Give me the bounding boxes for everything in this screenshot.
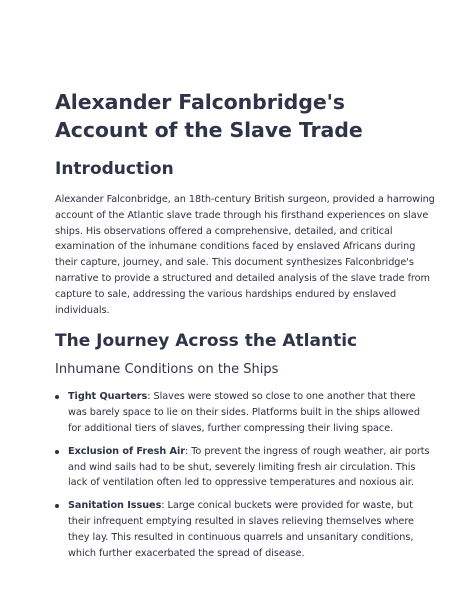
list-item bbox=[55, 389, 435, 436]
introduction-heading: Introduction bbox=[55, 159, 174, 179]
list-item-text: : To prevent the ingress of rough weather, air ports and wind sails had to be shut, severely limiting fresh air circulation. This lack of ventilation often led to oppressive temperatures and noxious air. bbox=[68, 445, 430, 489]
section-subheading: Inhumane Conditions on the Ships bbox=[55, 362, 279, 378]
list-item-term: Sanitation Issues bbox=[68, 500, 162, 512]
bullet-icon bbox=[55, 395, 59, 399]
bullet-icon bbox=[55, 504, 59, 508]
list-item bbox=[55, 444, 435, 491]
list-item-term: Exclusion of Fresh Air bbox=[68, 445, 185, 457]
section-heading: The Journey Across the Atlantic bbox=[55, 331, 358, 352]
list-item-text: : Large conical buckets were provided for waste, but their infrequent emptying resulted in slaves relieving themselves where they lay. This resulted in continuous quarrels and unsanitary conditions, which further exacerbated the spread of disease. bbox=[68, 500, 414, 559]
introduction-paragraph: Alexander Falconbridge, an 18th-century British surgeon, provided a harrowing account of the Atlantic slave trade through his firsthand experiences on slave ships. His observations offered a comprehensive, detailed, and critical examination of the inhumane conditions faced by enslaved Africans during their capture, journey, and sale. This document synthesizes Falconbridge's narrative to provide a structured and detailed analysis of the slave trade from capture to sale, addressing the various hardships endured by enslaved individuals. bbox=[55, 194, 435, 316]
conditions-list bbox=[55, 389, 435, 561]
bullet-icon bbox=[55, 450, 59, 454]
document-page bbox=[55, 88, 435, 568]
list-item bbox=[55, 498, 435, 561]
document-title: Alexander Falconbridge's Account of the Slave Trade bbox=[55, 90, 363, 142]
list-item-text: : Slaves were stowed so close to one another that there was barely space to lie on their sides. Platforms built in the ships allowed for additional tiers of slaves, further compressing their living space. bbox=[68, 391, 420, 434]
list-item-term: Tight Quarters bbox=[68, 391, 148, 403]
